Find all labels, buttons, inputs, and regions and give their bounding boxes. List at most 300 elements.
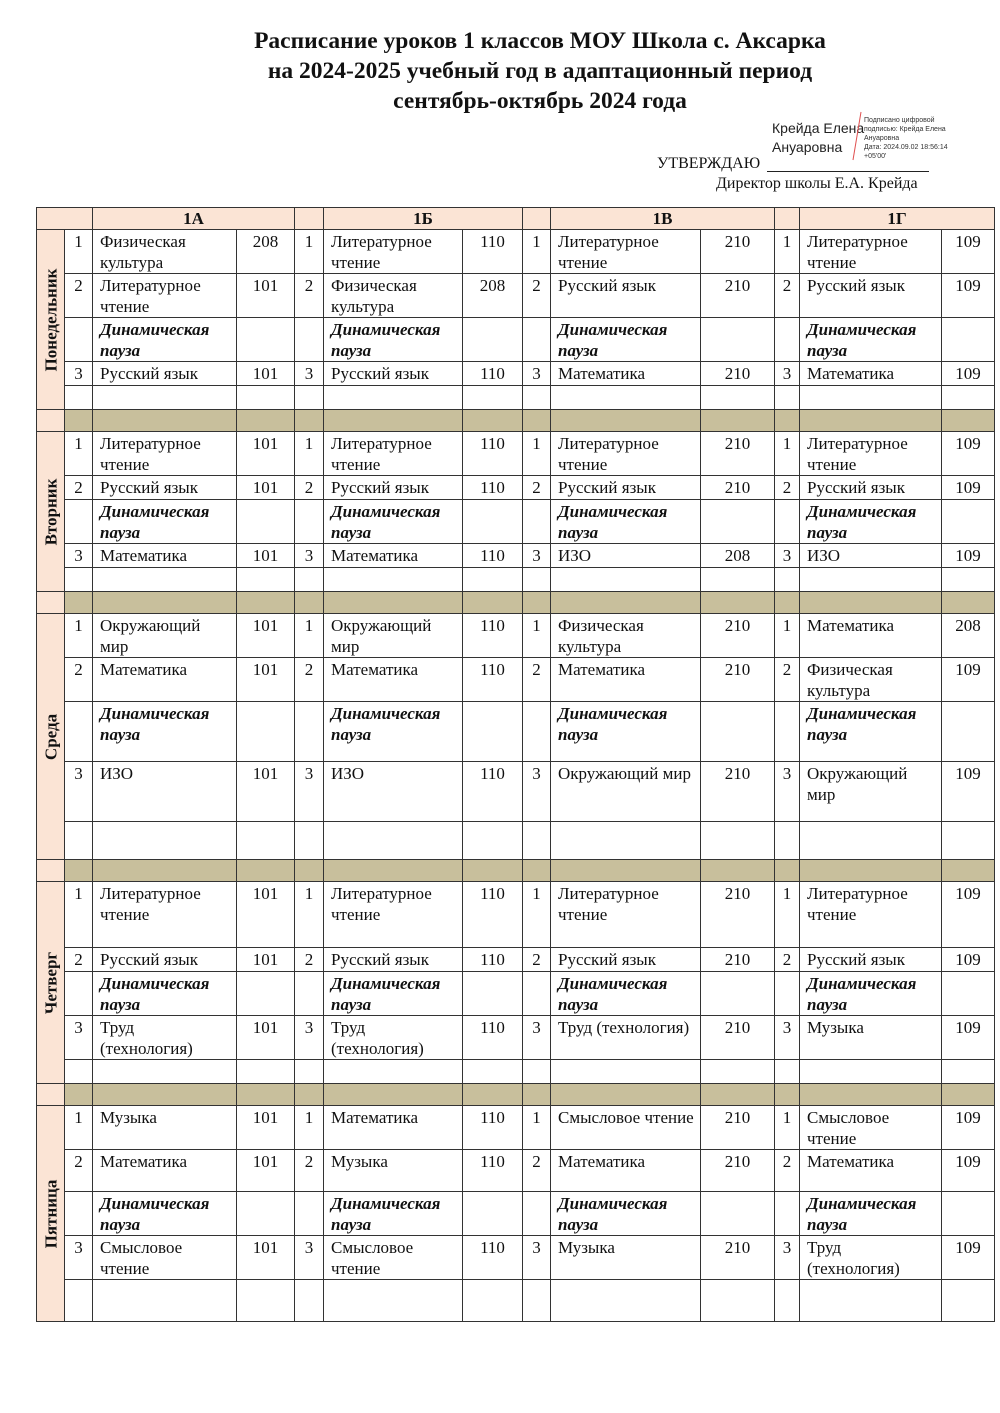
- room-cell: [237, 318, 295, 362]
- lesson-number: 1: [775, 230, 800, 274]
- empty-cell: [237, 568, 295, 592]
- empty-cell: [324, 822, 463, 860]
- lesson-number: [295, 318, 324, 362]
- room-cell: 110: [463, 762, 523, 822]
- lesson-number: 2: [523, 658, 551, 702]
- separator-cell: [324, 1084, 463, 1106]
- room-cell: 109: [942, 1106, 995, 1150]
- lesson-number: 2: [775, 658, 800, 702]
- day-cell: [37, 432, 65, 592]
- day-cell: [37, 882, 65, 1084]
- approve-signature-line: [767, 171, 929, 172]
- lesson-number: 1: [65, 432, 93, 476]
- empty-cell: [523, 1280, 551, 1322]
- separator-day-cell: [37, 592, 65, 614]
- room-cell: 101: [237, 614, 295, 658]
- separator-cell: [463, 592, 523, 614]
- empty-cell: [65, 1060, 93, 1084]
- lesson-number: 2: [775, 274, 800, 318]
- separator-cell: [65, 592, 93, 614]
- room-cell: [701, 972, 775, 1016]
- separator-cell: [237, 410, 295, 432]
- room-cell: 210: [701, 948, 775, 972]
- empty-cell: [775, 822, 800, 860]
- subject-cell: Музыка: [324, 1150, 463, 1192]
- director-label: Директор школы Е.А. Крейда: [716, 175, 918, 192]
- room-cell: 101: [237, 1106, 295, 1150]
- empty-cell: [463, 1060, 523, 1084]
- subject-cell: Математика: [324, 658, 463, 702]
- subject-cell: Математика: [324, 544, 463, 568]
- subject-cell: Математика: [93, 1150, 237, 1192]
- lesson-number: 3: [65, 762, 93, 822]
- room-cell: 210: [701, 882, 775, 948]
- lesson-number: 2: [65, 658, 93, 702]
- pause-cell: Динамическая пауза: [800, 318, 942, 362]
- lesson-number: 2: [295, 658, 324, 702]
- subject-cell: Русский язык: [324, 948, 463, 972]
- lesson-number: 3: [65, 1236, 93, 1280]
- room-cell: 101: [237, 274, 295, 318]
- room-cell: 208: [463, 274, 523, 318]
- lesson-number: 3: [775, 544, 800, 568]
- lesson-number: 2: [65, 948, 93, 972]
- room-cell: 101: [237, 362, 295, 386]
- empty-cell: [93, 1060, 237, 1084]
- subject-cell: Русский язык: [551, 948, 701, 972]
- lesson-row: [37, 230, 995, 274]
- lesson-number: 1: [295, 614, 324, 658]
- empty-cell: [701, 568, 775, 592]
- subject-cell: Музыка: [551, 1236, 701, 1280]
- lesson-row: [37, 432, 995, 476]
- separator-cell: [93, 410, 237, 432]
- room-cell: [237, 500, 295, 544]
- empty-cell: [800, 1060, 942, 1084]
- subject-cell: Математика: [551, 1150, 701, 1192]
- lesson-number: 3: [775, 762, 800, 822]
- separator-cell: [942, 860, 995, 882]
- subject-cell: Литературное чтение: [551, 230, 701, 274]
- separator-cell: [551, 860, 701, 882]
- empty-cell: [65, 822, 93, 860]
- empty-cell: [324, 386, 463, 410]
- lesson-number: [775, 702, 800, 762]
- empty-row: [37, 386, 995, 410]
- subject-cell: Окружающий мир: [93, 614, 237, 658]
- subject-cell: ИЗО: [93, 762, 237, 822]
- subject-cell: Литературное чтение: [93, 432, 237, 476]
- subject-cell: Литературное чтение: [93, 882, 237, 948]
- room-cell: 110: [463, 476, 523, 500]
- lesson-row: [37, 362, 995, 386]
- subject-cell: Литературное чтение: [800, 432, 942, 476]
- signature-info-line: +05'00': [864, 153, 887, 160]
- lesson-number: [295, 1192, 324, 1236]
- room-cell: 101: [237, 658, 295, 702]
- subject-cell: Смысловое чтение: [551, 1106, 701, 1150]
- empty-cell: [551, 568, 701, 592]
- pause-cell: Динамическая пауза: [93, 702, 237, 762]
- lesson-number: [65, 318, 93, 362]
- room-cell: 109: [942, 1150, 995, 1192]
- empty-cell: [775, 1280, 800, 1322]
- separator-cell: [775, 860, 800, 882]
- lesson-number: [65, 702, 93, 762]
- lesson-number: 1: [295, 1106, 324, 1150]
- subject-cell: Русский язык: [93, 362, 237, 386]
- room-cell: [701, 318, 775, 362]
- subject-cell: Русский язык: [93, 476, 237, 500]
- lesson-number: 3: [295, 1016, 324, 1060]
- header-corner: [37, 208, 93, 230]
- subject-cell: Литературное чтение: [800, 882, 942, 948]
- empty-cell: [775, 386, 800, 410]
- header-spacer: [523, 208, 551, 230]
- room-cell: 101: [237, 1236, 295, 1280]
- separator-cell: [701, 410, 775, 432]
- lesson-number: [65, 1192, 93, 1236]
- signature-info-line: Ануаровна: [864, 135, 900, 142]
- room-cell: 109: [942, 1016, 995, 1060]
- empty-cell: [800, 386, 942, 410]
- lesson-row: [37, 476, 995, 500]
- subject-cell: Литературное чтение: [324, 882, 463, 948]
- empty-cell: [324, 1060, 463, 1084]
- room-cell: 109: [942, 882, 995, 948]
- room-cell: 109: [942, 948, 995, 972]
- class-header-3: 1В: [551, 208, 775, 230]
- subject-cell: Русский язык: [324, 476, 463, 500]
- separator-cell: [800, 592, 942, 614]
- subject-cell: Окружающий мир: [324, 614, 463, 658]
- subject-cell: Математика: [93, 544, 237, 568]
- room-cell: 109: [942, 1236, 995, 1280]
- empty-row: [37, 1280, 995, 1322]
- pause-cell: Динамическая пауза: [93, 1192, 237, 1236]
- lesson-number: 2: [523, 1150, 551, 1192]
- title-line-3: сентябрь-октябрь 2024 года: [393, 88, 687, 114]
- day-cell: [37, 1106, 65, 1322]
- subject-cell: Русский язык: [324, 362, 463, 386]
- lesson-number: 2: [775, 476, 800, 500]
- day-separator-row: [37, 592, 995, 614]
- lesson-number: 1: [523, 614, 551, 658]
- lesson-number: 2: [523, 948, 551, 972]
- subject-cell: Физическая культура: [93, 230, 237, 274]
- day-separator-row: [37, 410, 995, 432]
- lesson-number: [65, 972, 93, 1016]
- subject-cell: Окружающий мир: [800, 762, 942, 822]
- separator-cell: [65, 860, 93, 882]
- separator-cell: [551, 592, 701, 614]
- lesson-number: 3: [295, 362, 324, 386]
- signature-name-line-1: Крейда Елена: [772, 120, 865, 136]
- empty-cell: [295, 568, 324, 592]
- lesson-number: 3: [65, 1016, 93, 1060]
- pause-cell: Динамическая пауза: [800, 972, 942, 1016]
- lesson-number: 2: [65, 274, 93, 318]
- room-cell: 210: [701, 1150, 775, 1192]
- empty-cell: [551, 386, 701, 410]
- subject-cell: ИЗО: [324, 762, 463, 822]
- separator-cell: [701, 592, 775, 614]
- lesson-row: [37, 614, 995, 658]
- class-header-1: 1А: [93, 208, 295, 230]
- room-cell: 110: [463, 1016, 523, 1060]
- room-cell: 109: [942, 230, 995, 274]
- lesson-number: [523, 1192, 551, 1236]
- lesson-number: 3: [295, 1236, 324, 1280]
- room-cell: 109: [942, 362, 995, 386]
- subject-cell: Смысловое чтение: [800, 1106, 942, 1150]
- empty-row: [37, 1060, 995, 1084]
- separator-cell: [463, 860, 523, 882]
- empty-cell: [93, 386, 237, 410]
- empty-cell: [523, 822, 551, 860]
- title-line-1: Расписание уроков 1 классов МОУ Школа с. Аксарка: [254, 28, 826, 54]
- room-cell: 210: [701, 614, 775, 658]
- lesson-number: 3: [295, 544, 324, 568]
- header-spacer: [775, 208, 800, 230]
- lesson-number: 1: [65, 230, 93, 274]
- day-name: Пятница: [41, 1179, 60, 1248]
- separator-day-cell: [37, 860, 65, 882]
- lesson-row: [37, 762, 995, 822]
- empty-cell: [551, 1060, 701, 1084]
- room-cell: [942, 1192, 995, 1236]
- signature-mark-icon: [850, 110, 864, 162]
- empty-cell: [295, 1280, 324, 1322]
- lesson-number: [295, 702, 324, 762]
- lesson-number: 3: [775, 1016, 800, 1060]
- lesson-number: [295, 972, 324, 1016]
- room-cell: 101: [237, 1016, 295, 1060]
- separator-cell: [463, 410, 523, 432]
- separator-cell: [551, 410, 701, 432]
- room-cell: 110: [463, 1236, 523, 1280]
- pause-cell: Динамическая пауза: [93, 318, 237, 362]
- separator-cell: [800, 860, 942, 882]
- subject-cell: ИЗО: [800, 544, 942, 568]
- pause-cell: Динамическая пауза: [551, 500, 701, 544]
- subject-cell: Математика: [93, 658, 237, 702]
- empty-cell: [942, 822, 995, 860]
- separator-cell: [93, 592, 237, 614]
- empty-cell: [775, 1060, 800, 1084]
- day-name: Среда: [41, 713, 60, 760]
- subject-cell: Труд (технология): [93, 1016, 237, 1060]
- lesson-number: [775, 318, 800, 362]
- room-cell: 210: [701, 1016, 775, 1060]
- room-cell: 101: [237, 476, 295, 500]
- lesson-number: 1: [775, 882, 800, 948]
- room-cell: 101: [237, 882, 295, 948]
- header-spacer: [295, 208, 324, 230]
- room-cell: 110: [463, 432, 523, 476]
- schedule-table: [36, 207, 995, 1322]
- room-cell: [463, 318, 523, 362]
- subject-cell: Физическая культура: [551, 614, 701, 658]
- signature-info-line: Подписано цифровой: [864, 117, 935, 124]
- separator-cell: [65, 410, 93, 432]
- separator-cell: [523, 860, 551, 882]
- subject-cell: Смысловое чтение: [324, 1236, 463, 1280]
- signature-name-line-2: Ануаровна: [772, 139, 843, 155]
- empty-cell: [463, 1280, 523, 1322]
- room-cell: [701, 1192, 775, 1236]
- separator-cell: [324, 860, 463, 882]
- room-cell: 208: [942, 614, 995, 658]
- room-cell: [463, 500, 523, 544]
- room-cell: [942, 318, 995, 362]
- lesson-number: 1: [65, 1106, 93, 1150]
- room-cell: 109: [942, 476, 995, 500]
- room-cell: 210: [701, 432, 775, 476]
- subject-cell: Музыка: [800, 1016, 942, 1060]
- class-header-2: 1Б: [324, 208, 523, 230]
- pause-row: [37, 318, 995, 362]
- lesson-number: 3: [523, 762, 551, 822]
- day-name: Понедельник: [41, 268, 60, 371]
- empty-cell: [523, 568, 551, 592]
- pause-cell: Динамическая пауза: [800, 702, 942, 762]
- pause-cell: Динамическая пауза: [551, 1192, 701, 1236]
- lesson-number: 1: [295, 882, 324, 948]
- room-cell: 101: [237, 1150, 295, 1192]
- lesson-number: [295, 500, 324, 544]
- empty-row: [37, 822, 995, 860]
- room-cell: 210: [701, 476, 775, 500]
- room-cell: 208: [701, 544, 775, 568]
- separator-day-cell: [37, 410, 65, 432]
- lesson-number: 1: [523, 230, 551, 274]
- day-separator-row: [37, 860, 995, 882]
- empty-cell: [942, 1060, 995, 1084]
- pause-cell: Динамическая пауза: [93, 972, 237, 1016]
- lesson-number: [523, 318, 551, 362]
- class-header-row: [37, 208, 995, 230]
- pause-row: [37, 1192, 995, 1236]
- room-cell: 208: [237, 230, 295, 274]
- subject-cell: Математика: [800, 362, 942, 386]
- subject-cell: Музыка: [93, 1106, 237, 1150]
- subject-cell: Русский язык: [551, 476, 701, 500]
- empty-cell: [942, 568, 995, 592]
- lesson-number: 1: [523, 882, 551, 948]
- lesson-number: 1: [295, 432, 324, 476]
- lesson-number: 2: [65, 476, 93, 500]
- subject-cell: Труд (технология): [324, 1016, 463, 1060]
- empty-row: [37, 568, 995, 592]
- separator-cell: [551, 1084, 701, 1106]
- separator-cell: [800, 1084, 942, 1106]
- room-cell: [463, 972, 523, 1016]
- separator-cell: [237, 860, 295, 882]
- empty-cell: [463, 386, 523, 410]
- subject-cell: Литературное чтение: [93, 274, 237, 318]
- lesson-number: 1: [523, 1106, 551, 1150]
- subject-cell: Математика: [551, 362, 701, 386]
- empty-cell: [800, 1280, 942, 1322]
- lesson-number: 3: [295, 762, 324, 822]
- lesson-number: 3: [775, 1236, 800, 1280]
- signature-info: [864, 116, 964, 161]
- empty-cell: [701, 1060, 775, 1084]
- lesson-row: [37, 274, 995, 318]
- pause-cell: Динамическая пауза: [551, 972, 701, 1016]
- room-cell: [463, 702, 523, 762]
- lesson-number: 3: [523, 362, 551, 386]
- empty-cell: [237, 386, 295, 410]
- empty-cell: [701, 386, 775, 410]
- lesson-number: 3: [775, 362, 800, 386]
- empty-cell: [942, 386, 995, 410]
- empty-cell: [65, 568, 93, 592]
- subject-cell: Труд (технология): [800, 1236, 942, 1280]
- lesson-number: 1: [65, 614, 93, 658]
- lesson-number: 3: [65, 362, 93, 386]
- room-cell: 210: [701, 230, 775, 274]
- room-cell: 109: [942, 762, 995, 822]
- subject-cell: Литературное чтение: [324, 432, 463, 476]
- separator-cell: [237, 592, 295, 614]
- subject-cell: Литературное чтение: [800, 230, 942, 274]
- separator-cell: [523, 592, 551, 614]
- separator-cell: [324, 410, 463, 432]
- lesson-row: [37, 544, 995, 568]
- separator-day-cell: [37, 1084, 65, 1106]
- day-cell: [37, 230, 65, 410]
- subject-cell: Математика: [551, 658, 701, 702]
- lesson-number: 1: [775, 1106, 800, 1150]
- room-cell: [942, 972, 995, 1016]
- subject-cell: Литературное чтение: [324, 230, 463, 274]
- empty-cell: [295, 386, 324, 410]
- empty-cell: [463, 822, 523, 860]
- separator-cell: [775, 592, 800, 614]
- day-cell: [37, 614, 65, 860]
- empty-cell: [324, 568, 463, 592]
- lesson-number: [775, 500, 800, 544]
- title-line-2: на 2024-2025 учебный год в адаптационный период: [267, 58, 813, 84]
- subject-cell: Русский язык: [551, 274, 701, 318]
- separator-cell: [942, 1084, 995, 1106]
- pause-row: [37, 702, 995, 762]
- room-cell: [942, 702, 995, 762]
- empty-cell: [237, 1060, 295, 1084]
- lesson-number: 3: [523, 544, 551, 568]
- separator-cell: [775, 410, 800, 432]
- empty-cell: [701, 822, 775, 860]
- pause-cell: Динамическая пауза: [324, 1192, 463, 1236]
- room-cell: 109: [942, 544, 995, 568]
- approve-label: УТВЕРЖДАЮ: [657, 155, 761, 172]
- empty-cell: [93, 822, 237, 860]
- subject-cell: Русский язык: [800, 274, 942, 318]
- separator-cell: [93, 860, 237, 882]
- subject-cell: Физическая культура: [800, 658, 942, 702]
- subject-cell: Физическая культура: [324, 274, 463, 318]
- empty-cell: [800, 568, 942, 592]
- pause-row: [37, 500, 995, 544]
- pause-cell: Динамическая пауза: [800, 1192, 942, 1236]
- lesson-number: 3: [65, 544, 93, 568]
- separator-cell: [295, 592, 324, 614]
- lesson-number: 3: [523, 1236, 551, 1280]
- room-cell: 101: [237, 432, 295, 476]
- room-cell: 110: [463, 1150, 523, 1192]
